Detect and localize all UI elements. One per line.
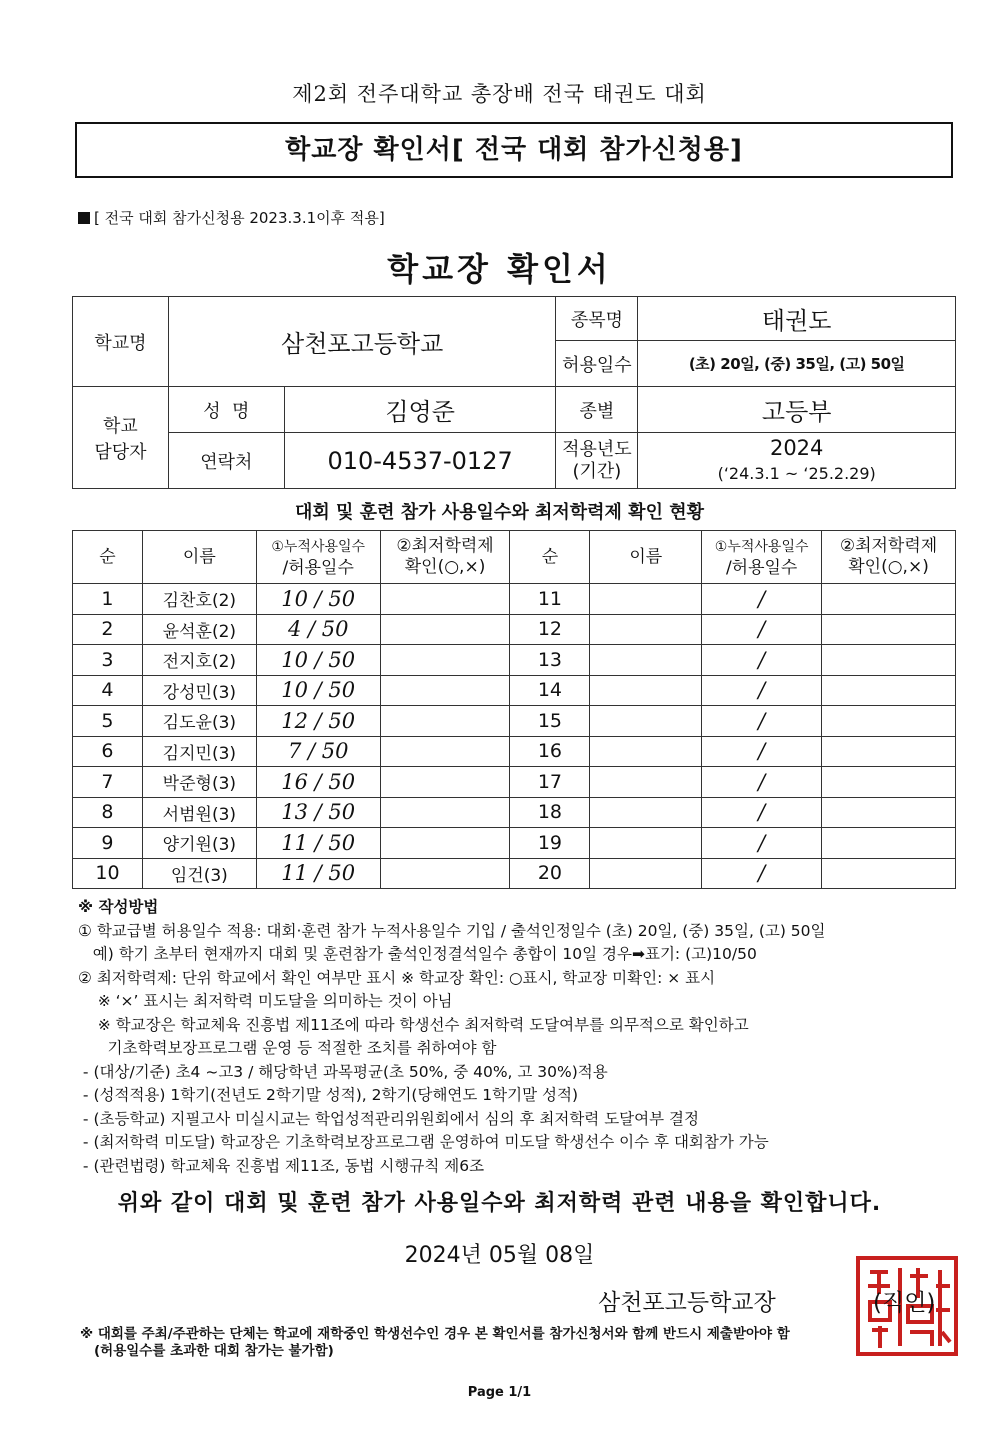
row-name: 서범원(3) [142,797,256,828]
row-days: / [702,645,822,676]
name-value: 김영준 [284,387,556,433]
doc-title: 학교장 확인서 [387,250,612,288]
row-no: 11 [510,584,590,615]
header-check-2col [822,531,956,584]
row-check [380,797,510,828]
row-no: 6 [73,736,143,767]
row-name [590,858,702,889]
guide-line: - (초등학교) 지필고사 미실시교는 학업성적관리위원회에서 심의 후 최저학력 도달여부 결정 [78,1109,699,1128]
header-no: 순 [73,531,143,584]
year-cell [638,433,956,489]
guide-line: 기초학력보장프로그램 운영 등 적절한 조치를 취하여야 함 [78,1039,497,1057]
row-name: 박준형(3) [142,767,256,798]
row-name: 김도윤(3) [142,706,256,737]
row-no: 17 [510,767,590,798]
category-value: 고등부 [638,387,956,433]
guide-line: ② 최저학력제: 단위 학교에서 확인 여부만 표시 ※ 학교장 확인: ○표시, 학교장 미확인: × 표시 [78,968,716,987]
row-days: 10 / 50 [256,675,380,706]
header-days-2col [702,531,822,584]
header-check [380,531,510,584]
header-check-1b: ②최저학력제 [839,536,938,556]
row-check [822,706,956,737]
row-check [822,736,956,767]
row-days: / [702,736,822,767]
header-days-1b: ①누적사용일수 [714,538,809,555]
row-no: 20 [510,858,590,889]
row-days: 16 / 50 [256,767,380,798]
footnote-line-2: (허용일수를 초과한 대회 참가는 불가함) [94,1343,334,1359]
principal-signature: 삼천포고등학교장 [598,1290,776,1316]
year-label [556,433,638,489]
page-number: Page 1/1 [467,1385,532,1400]
event-title: 제2회 전주대학교 총장배 전국 태권도 대회 [292,82,707,106]
footnote-line-1: ※ 대회를 주최/주관하는 단체는 학교에 재학중인 학생선수인 경우 본 확인서를 참가신청서와 함께 반드시 제출받아야 함 [80,1326,790,1342]
row-check [822,858,956,889]
table-row [73,858,956,889]
row-name: 임건(3) [142,858,256,889]
row-check [380,645,510,676]
row-name [590,675,702,706]
row-name [590,736,702,767]
table-row [73,767,956,798]
row-name: 김찬호(2) [142,584,256,615]
row-days: 7 / 50 [256,736,380,767]
header-name: 이름 [142,531,256,584]
row-days: 10 / 50 [256,645,380,676]
row-days: 11 / 50 [256,858,380,889]
row-days: / [702,767,822,798]
contact-value: 010-4537-0127 [284,433,556,489]
row-no: 15 [510,706,590,737]
row-days: / [702,858,822,889]
guide-line: - (최저학력 미도달) 학교장은 기초학력보장프로그램 운영하여 미도달 학생선수 이수 후 대회참가 가능 [78,1133,769,1151]
row-check [822,828,956,859]
header-box [75,122,953,178]
table-row [73,828,956,859]
sport-value: 태권도 [638,297,956,341]
row-check [380,828,510,859]
table-row [73,736,956,767]
school-value: 삼천포고등학교 [168,297,556,387]
table-row [73,797,956,828]
manager-label-1: 학교 [103,415,138,437]
table-row [73,675,956,706]
header-days [256,531,380,584]
row-check [380,736,510,767]
header-days-2: /허용일수 [282,557,354,578]
row-no: 9 [73,828,143,859]
row-check [822,675,956,706]
issue-date: 2024년 05월 08일 [404,1243,595,1268]
box-title: 학교장 확인서[ 전국 대회 참가신청용] [285,135,743,165]
row-check [380,706,510,737]
name-label: 성 명 [168,387,284,433]
table-row [73,706,956,737]
school-label: 학교명 [73,297,169,387]
table-row [73,584,956,615]
header-check-2b: 확인(○,×) [848,557,929,577]
row-name: 전지호(2) [142,645,256,676]
row-days: 11 / 50 [256,828,380,859]
header-days-2b: /허용일수 [725,557,798,578]
note-text: [ 전국 대회 참가신청용 2023.3.1이후 적용] [94,209,385,227]
year-period: (‘24.3.1 ~ ‘25.2.29) [717,463,876,483]
roster-title: 대회 및 훈련 참가 사용일수와 최저학력제 확인 현황 [294,502,704,523]
guide-line: ※ ‘×’ 표시는 최저학력 미도달을 의미하는 것이 아님 [78,992,453,1010]
row-no: 13 [510,645,590,676]
row-no: 12 [510,614,590,645]
row-days: / [702,584,822,615]
row-name [590,645,702,676]
row-check [822,767,956,798]
table-row [73,645,956,676]
row-check [822,797,956,828]
header-check-2: 확인(○,×) [404,557,486,577]
row-days: 13 / 50 [256,797,380,828]
row-days: / [702,797,822,828]
row-check [380,858,510,889]
manager-label [73,387,169,489]
guide-line: - (관련법령) 학교체육 진흥법 제11조, 동법 시행규칙 제6조 [78,1156,485,1175]
row-name: 양기원(3) [142,828,256,859]
row-check [822,645,956,676]
row-no: 8 [73,797,143,828]
row-no: 4 [73,675,143,706]
info-table [72,296,956,489]
row-no: 2 [73,614,143,645]
row-name [590,797,702,828]
manager-label-2: 담당자 [94,441,147,463]
allowed-value: (초) 20일, (중) 35일, (고) 50일 [638,341,956,387]
roster-table [72,530,956,889]
writing-guide [78,896,826,1178]
row-days: 12 / 50 [256,706,380,737]
conclusion-text: 위와 같이 대회 및 훈련 참가 사용일수와 최저학력 관련 내용을 확인합니다. [117,1191,882,1216]
row-check [380,614,510,645]
guide-line: ※ 학교장은 학교체육 진흥법 제11조에 따라 학생선수 최저학력 도달여부를 의무적으로 확인하고 [78,1015,749,1034]
row-days: / [702,828,822,859]
row-days: / [702,706,822,737]
row-days: / [702,614,822,645]
year-label-1: 적용년도 [562,438,632,460]
header-check-1: ②최저학력제 [396,536,494,556]
category-label: 종별 [556,387,638,433]
row-no: 3 [73,645,143,676]
row-days: 4 / 50 [256,614,380,645]
row-check [380,584,510,615]
row-name: 윤석훈(2) [142,614,256,645]
row-no: 19 [510,828,590,859]
row-name: 강성민(3) [142,675,256,706]
header-no-2: 순 [510,531,590,584]
guide-line: ① 학교급별 허용일수 적용: 대회·훈련 참가 누적사용일수 기입 / 출석인정일수 (초) 20일, (중) 35일, (고) 50일 [78,921,826,940]
row-no: 7 [73,767,143,798]
row-check [822,584,956,615]
square-bullet-icon [78,212,90,224]
year-value: 2024 [769,435,824,460]
footnote [80,1326,790,1360]
year-label-2: (기간) [572,460,622,482]
guide-line: - (대상/기준) 초4 ~고3 / 해당학년 과목평균(초 50%, 중 40%, 고 30%)적용 [78,1062,608,1081]
table-row [73,614,956,645]
row-no: 10 [73,858,143,889]
row-no: 1 [73,584,143,615]
sport-label: 종목명 [556,297,638,341]
seal-label: (직인) [873,1290,936,1316]
header-name-2: 이름 [590,531,702,584]
row-no: 14 [510,675,590,706]
row-name: 김지민(3) [142,736,256,767]
guide-line: ※ 작성방법 [78,898,159,916]
row-days: / [702,675,822,706]
row-name [590,584,702,615]
note-line [78,207,385,228]
allowed-label: 허용일수 [556,341,638,387]
row-no: 5 [73,706,143,737]
row-name [590,828,702,859]
row-name [590,706,702,737]
row-name [590,614,702,645]
row-check [380,675,510,706]
row-days: 10 / 50 [256,584,380,615]
row-check [822,614,956,645]
guide-line: 예) 학기 초부터 현재까지 대회 및 훈련참가 출석인정결석일수 총합이 10일 경우➡표기: (고)10/50 [78,945,757,963]
contact-label: 연락처 [168,433,284,489]
row-check [380,767,510,798]
row-no: 16 [510,736,590,767]
header-days-1: ①누적사용일수 [271,538,366,555]
row-name [590,767,702,798]
guide-line: - (성적적용) 1학기(전년도 2학기말 성적), 2학기(당해연도 1학기말 성적) [78,1086,578,1104]
row-no: 18 [510,797,590,828]
